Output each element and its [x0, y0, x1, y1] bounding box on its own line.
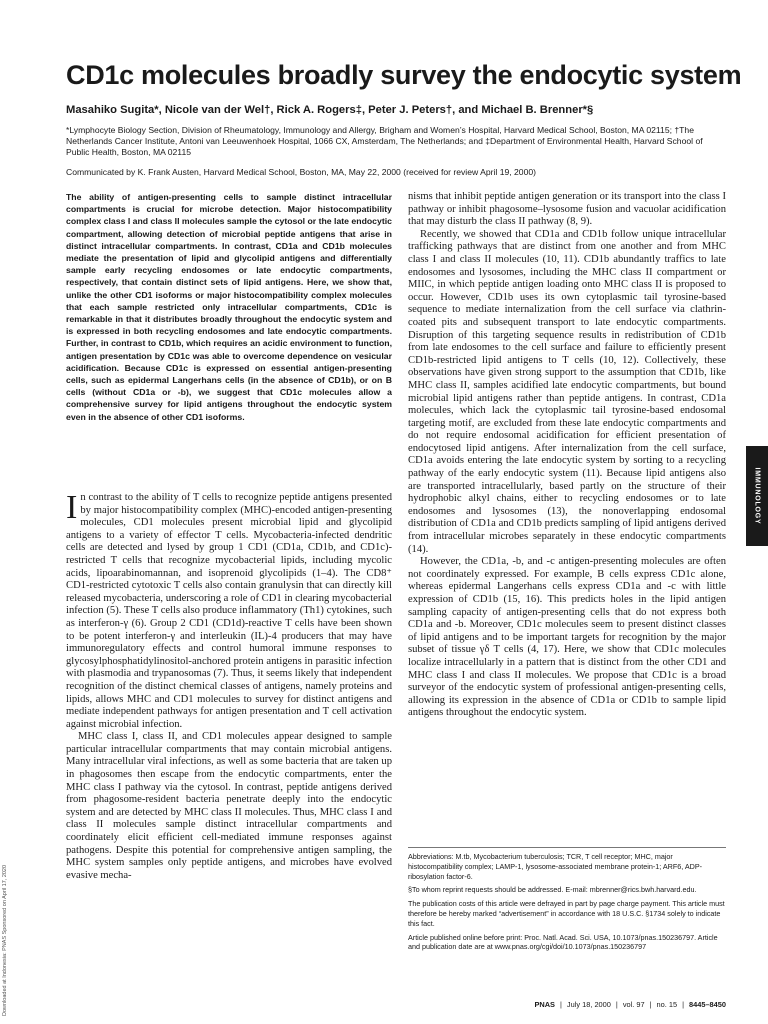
- article-title: CD1c molecules broadly survey the endocytic system: [66, 60, 742, 90]
- footnotes: [408, 847, 726, 956]
- section-tab-label: IMMUNOLOGY: [753, 467, 761, 525]
- affiliations: *Lymphocyte Biology Section, Division of Rheumatology, Immunology and Allergy, Brigham and Women’s Hospital, Harvard Medical School, Boston, MA 02115; †The Netherlands Cancer Institute, Antoni van Leeuwenhoek Hospital, 1066 CX, Amsterdam, The Netherlands; and ‡Department of Environmental Health, Harvard School of Public Health, Boston, MA 02115: [66, 125, 703, 157]
- page-footer: [408, 1000, 726, 1009]
- footer-pages: 8445–8450: [689, 1000, 726, 1009]
- footnote-correspondence: §To whom reprint requests should be addressed. E-mail: mbrenner@rics.bwh.harvard.edu.: [408, 885, 697, 895]
- right-paragraph-2: Recently, we showed that CD1a and CD1b follow unique intracellular trafficking pathways that are distinct from one another and from MHC class I and class II molecules (10, 11). CD1b abundantly traffics to late endosomes and lysosomes, including the MHC class II compartment or MIIC, in which peptide antigen loading onto MHC class II is proposed to occur. However, CD1b uses its own cytoplasmic tail tyrosine-based sequence to mediate internalization from the cell surface via clathrin-coated pits and subsequent transport to late endocytic compartments. Disruption of this targeting sequence results in redistribution of CD1b from late endosomes to the cell surface and failure to efficiently present CD1b-restricted lipid antigens to T cells (10, 12). Collectively, these observations have given strong support to the assumption that CD1b, like MHC class II, samples acidified late endocytic compartments, but bound microbial lipid antigens rather than peptide antigens. In contrast, CD1a molecules, which lack the cytoplasmic tail tyrosine-based endosomal targeting motif, are excluded from these late endocytic compartments and do not require endosomal acidification for efficient presentation of endocytosed lipid antigens. After internalization from the cell surface, CD1a avoids entering the late endocytic system by sorting to a recycling pathway of the early endocytic system (11). Because lipid antigens also are transported intracellularly, based partly on the structure of their hydrophobic alkyl chains, either to recycling endosomes or to late endosomes and lysosomes (13), the nonoverlapping endosomal distribution of CD1a and CD1b predicts sampling of lipid antigens derived from intracellular microbes separately in these endocytic compartments (14).: [408, 228, 726, 555]
- footer-separator: |: [649, 1000, 652, 1009]
- left-column: [66, 489, 392, 882]
- footnote-abbreviations: Abbreviations: M.tb, Mycobacterium tuberculosis; TCR, T cell receptor; MHC, major histocompatibility complex; LAMP-1, lysosome-associated membrane protein-1; ARF6, ADP-ribosylation factor-6.: [408, 852, 703, 881]
- footnote-online-publication: Article published online before print: Proc. Natl. Acad. Sci. USA, 10.1073/pnas.150236797. Article and publication date are at www.pnas.org/cgi/doi/10.1073/pnas.150236797: [408, 932, 718, 952]
- footer-volume: vol. 97: [622, 1000, 645, 1009]
- right-paragraph-1: nisms that inhibit peptide antigen generation or its transport into the class I pathway or inhibit phagosome–lysosome fusion and vacuolar acidification that may disturb the class II pathway (8, 9).: [408, 191, 726, 228]
- footer-separator: |: [682, 1000, 684, 1009]
- drop-cap: I: [66, 489, 78, 526]
- abstract: The ability of antigen-presenting cells to sample distinct intracellular compartments is crucial for microbe detection. Major histocompatibility complex class I and class II molecules sample the cytosol or the late endocytic compartment, allowing detection of microbial peptide antigens that arise in distinct intracellular compartments. In contrast, CD1a and CD1b molecules mediate the presentation of lipid and glycolipid antigens and differentially sample early recycling endosomes or late endocytic compartments, respectively, that contain distinct sets of lipid antigens. Here, we show that, unlike the other CD1 isoforms or major histocompatibility complex molecules that each sample restricted only intracellular compartments, CD1c is remarkable in that it distributes broadly throughout the endocytic system and is expressed in both recycling endosomes and late endocytic compartments. Further, in contrast to CD1b, which requires an acidic environment to function, antigen presentation by CD1c was able to overcome dependence on vesicular acidification. Because CD1c is expressed on essential antigen-presenting cells, such as epidermal Langerhans cells (in the absence of CD1b), or on B cells (without CD1a or -b), we suggest that CD1c molecules allow a comprehensive survey for lipid antigens throughout the endocytic system even in the absence of other CD1 isoforms.: [66, 192, 392, 422]
- footer-issue: no. 15: [656, 1000, 678, 1009]
- footer-journal: PNAS: [534, 1000, 555, 1009]
- right-column: [408, 191, 726, 720]
- right-paragraph-3: However, the CD1a, -b, and -c antigen-presenting molecules are often not coordinately expressed. For example, B cells express CD1c alone, whereas epidermal Langerhans cells express CD1a and -c with little expression of CD1b (15, 16). This predicts holes in the lipid antigen sampling capacity of antigen-presenting cells that do not express both CD1a and -b. Moreover, CD1c molecules seem to present distinct classes of lipid antigens and to be important targets for recognition by the major subset of tissue γδ T cells (4, 17). Here, we show that CD1c molecules localize intracellularly in a pattern that is distinct from the other CD1 and MHC class I and class II molecules. We propose that CD1c is a broad surveyor of the endocytic system of professional antigen-presenting cells, allowing its expression in the absence of CD1a or CD1b to sample lipid antigens throughout the endocytic system.: [408, 556, 726, 719]
- section-tab: [746, 446, 768, 546]
- intro-paragraph-2: MHC class I, class II, and CD1 molecules appear designed to sample particular intracellular compartments that may contain microbial antigens. Many intracellular viral infections, as well as some bacteria that are taken up in phagosomes then escape from the endocytic compartments, enter the MHC class I pathway via the cytosol. In contrast, peptide antigens derived from phagosome-resident bacteria penetrate deeply into the endocytic system and are detected by MHC class II molecules. Thus, MHC class I and class II molecules sample distinct intracellular compartments and coordinately elicit efficient cell-mediated immune responses against pathogens. Despite this potential for comprehensive antigen sampling, the MHC system samples only peptide antigens, and microbes have evolved evasive mecha-: [66, 731, 392, 881]
- intro-paragraph-1-text: n contrast to the ability of T cells to recognize peptide antigens presented by major histocompatibility complex (MHC)-encoded antigen-presenting molecules, CD1 molecules present microbial lipid and glycolipid antigens to a variety of effector T cells. Mycobacteria-infected dendritic cells are detected and lysed by group 1 CD1 (CD1a, CD1b, and CD1c)-restricted T cells that recognize mycobacterial lipids, including mycolic acids, lipoarabinomannan, and isoprenoid glycolipids (1–4). The CD8⁺ CD1-restricted cytotoxic T cells also contain granulysin that can directly kill released mycobacteria, underscoring a role of CD1 in clearing mycobacterial infection (5). These T cells also produce inflammatory (Th1) cytokines, such as interferon-γ (6). Group 2 CD1 (CD1d)-reactive T cells have been shown to be potent interferon-γ and interleukin (IL)-4 producers that may have immunoregulatory effects and control humoral immune responses to glycosylphosphatidylinositol-anchored protein antigens in parasitic infection with plasmodia and trypanosomas (7). Thus, it seems likely that independent recognition of the distinct chemical classes of antigens, namely proteins and lipids, allows MHC and CD1 molecules to survey for distinct antigens and mediate independent pathways for antigen presentation and T cell activation against microbial infection.: [66, 492, 392, 730]
- communicated-line: Communicated by K. Frank Austen, Harvard Medical School, Boston, MA, May 22, 2000 (received for review April 19, 2000): [66, 167, 537, 177]
- footnote-publication-costs: The publication costs of this article were defrayed in part by page charge payment. This article must therefore be hereby marked “advertisement” in accordance with 18 U.S.C. §1734 solely to indicate this fact.: [408, 899, 725, 928]
- intro-paragraph-1: [66, 489, 392, 731]
- footer-date: July 18, 2000: [566, 1000, 611, 1009]
- footer-separator: |: [615, 1000, 618, 1009]
- footer-separator: |: [560, 1000, 562, 1009]
- download-note: Downloaded at Indonesia: PNAS Sponsored on April 17, 2020: [2, 864, 8, 1016]
- author-list: Masahiko Sugita*, Nicole van der Wel†, Rick A. Rogers‡, Peter J. Peters†, and Michael B. Brenner*§: [66, 104, 594, 116]
